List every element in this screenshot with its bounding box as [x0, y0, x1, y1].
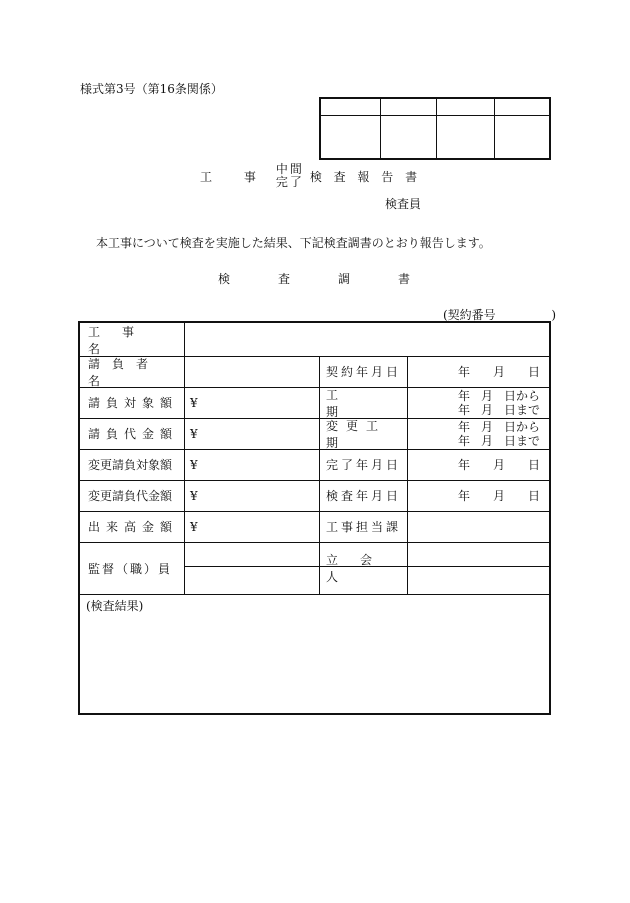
- changed-period-field: 年 月 日から 年 月 日まで: [458, 419, 540, 448]
- label-work-done-amount: 出来高金額: [88, 520, 179, 534]
- label-construction-period: 工期: [326, 387, 391, 419]
- label-witness: 立会人: [326, 553, 395, 584]
- form-number: 様式第3号（第16条関係）: [80, 82, 223, 96]
- label-department: 工事担当課: [326, 520, 402, 534]
- label-contract-target-amount: 請負対象額: [88, 396, 179, 410]
- label-completion-date: 完了年月日: [326, 458, 402, 472]
- approval-stamp-box: [319, 97, 551, 160]
- label-inspection-result: (検査結果): [86, 598, 144, 613]
- title-part2: 検 査 報 告 書: [309, 169, 422, 184]
- intro-text: 本工事について検査を実施した結果、下記検査調書のとおり報告します。: [96, 236, 491, 250]
- contract-date-field: 年 月 日: [458, 365, 540, 379]
- label-changed-contract-price: 変更請負代金額: [88, 489, 173, 503]
- yen-sign: ¥: [190, 457, 198, 472]
- inspection-date-field: 年 月 日: [458, 489, 540, 503]
- yen-sign: ¥: [190, 395, 198, 410]
- label-supervisor: 監督（職）員: [88, 561, 173, 576]
- report-title: [200, 163, 421, 189]
- contract-number-close: ): [551, 308, 557, 322]
- title-part1: 工 事: [200, 169, 270, 184]
- inspection-table: [78, 321, 551, 715]
- title-stack-top: 中間: [275, 162, 304, 176]
- label-inspection-date: 検査年月日: [326, 489, 402, 503]
- doc-title: 検査調書: [218, 272, 459, 286]
- yen-sign: ¥: [190, 519, 198, 534]
- completion-date-field: 年 月 日: [458, 458, 540, 472]
- construction-period-field: 年 月 日から 年 月 日まで: [458, 388, 540, 417]
- contract-number-label: (契約番号: [443, 308, 496, 322]
- label-project-name: 工事名: [88, 324, 157, 356]
- label-changed-period: 変更工期: [326, 418, 387, 450]
- yen-sign: ¥: [190, 426, 198, 441]
- label-contractor: 請負者名: [88, 356, 161, 388]
- title-stack-bottom: 完了: [275, 175, 304, 189]
- title-stack: [276, 163, 304, 189]
- label-contract-date: 契約年月日: [326, 365, 402, 379]
- label-contract-price: 請負代金額: [88, 427, 179, 441]
- inspector-label: 検査員: [385, 197, 422, 211]
- yen-sign: ¥: [190, 488, 198, 503]
- label-changed-target-amount: 変更請負対象額: [88, 458, 173, 472]
